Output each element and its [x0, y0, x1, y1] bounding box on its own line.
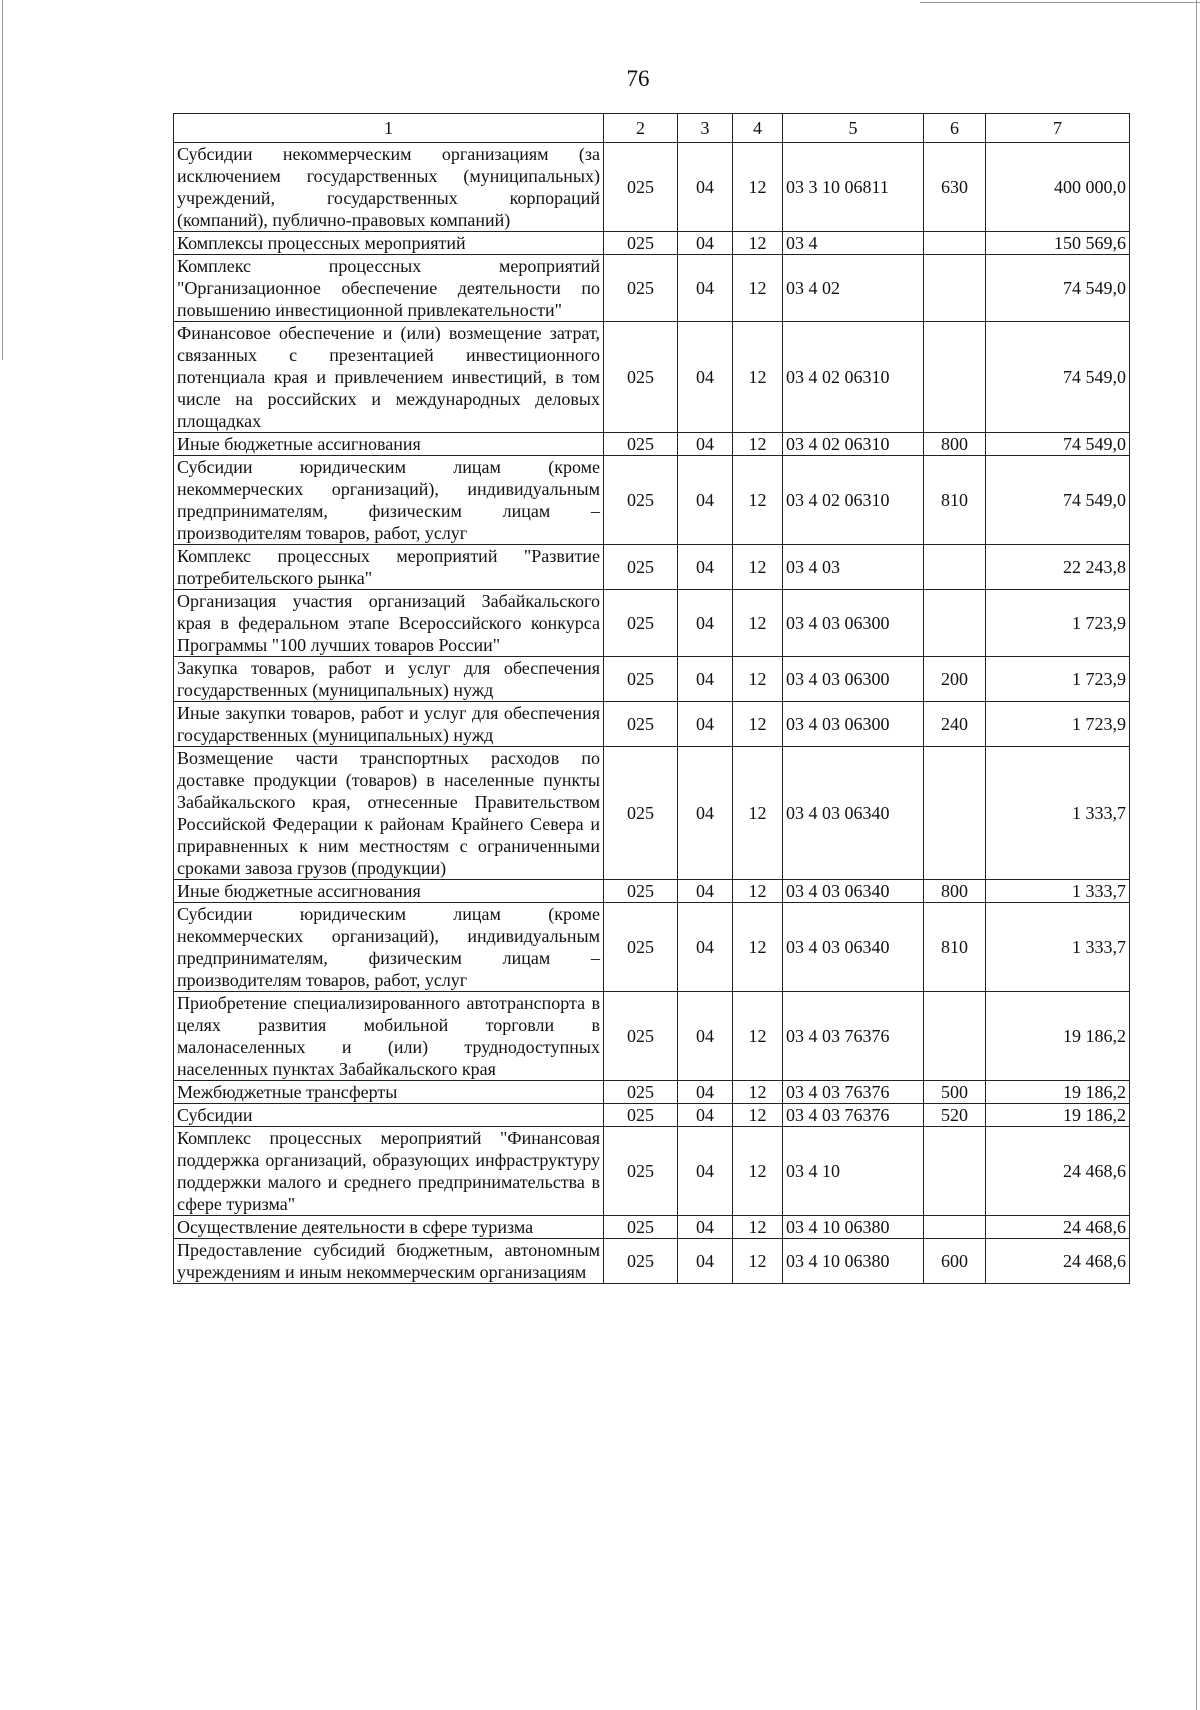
- budget-table: [173, 113, 1130, 1284]
- subsection-code: 12: [733, 456, 783, 545]
- expense-type-code: [924, 545, 986, 590]
- ministry-code: 025: [604, 657, 678, 702]
- item-name: Иные бюджетные ассигнования: [174, 433, 604, 456]
- table-row: [174, 747, 1130, 880]
- target-article-code: 03 4 10 06380: [783, 1216, 924, 1239]
- target-article-code: 03 4 10 06380: [783, 1239, 924, 1284]
- target-article-code: 03 4 03 06340: [783, 747, 924, 880]
- target-article-code: 03 4 02: [783, 255, 924, 322]
- subsection-code: 12: [733, 322, 783, 433]
- target-article-code: 03 4 10: [783, 1127, 924, 1216]
- ministry-code: 025: [604, 1081, 678, 1104]
- table-row: [174, 880, 1130, 903]
- item-name: Осуществление деятельности в сфере туризма: [174, 1216, 604, 1239]
- ministry-code: 025: [604, 747, 678, 880]
- subsection-code: 12: [733, 1104, 783, 1127]
- scan-edge-line-right: [1196, 0, 1197, 1710]
- subsection-code: 12: [733, 702, 783, 747]
- table-row: [174, 1216, 1130, 1239]
- section-code: 04: [678, 880, 733, 903]
- header-cell: 4: [733, 114, 783, 143]
- item-name: Возмещение части транспортных расходов по доставке продукции (товаров) в населенные пункты Забайкальского края, отнесенные Правительством Российской Федерации к районам Крайнего Севера и приравненных к ним местностям с ограниченными сроками завоза грузов (продукции): [174, 747, 604, 880]
- ministry-code: 025: [604, 1216, 678, 1239]
- subsection-code: 12: [733, 1216, 783, 1239]
- ministry-code: 025: [604, 590, 678, 657]
- subsection-code: 12: [733, 747, 783, 880]
- amount: 1 333,7: [986, 747, 1130, 880]
- target-article-code: 03 4 02 06310: [783, 322, 924, 433]
- amount: 22 243,8: [986, 545, 1130, 590]
- expense-type-code: 200: [924, 657, 986, 702]
- amount: 19 186,2: [986, 992, 1130, 1081]
- scan-edge-line-top: [920, 2, 1200, 3]
- table-row: [174, 903, 1130, 992]
- expense-type-code: [924, 992, 986, 1081]
- item-name: Комплекс процессных мероприятий "Развитие потребительского рынка": [174, 545, 604, 590]
- section-code: 04: [678, 232, 733, 255]
- item-name: Комплекс процессных мероприятий "Организационное обеспечение деятельности по повышению инвестиционной привлекательности": [174, 255, 604, 322]
- header-cell: 1: [174, 114, 604, 143]
- target-article-code: 03 4 03: [783, 545, 924, 590]
- table-row: [174, 1127, 1130, 1216]
- header-cell: 5: [783, 114, 924, 143]
- amount: 24 468,6: [986, 1216, 1130, 1239]
- amount: 24 468,6: [986, 1127, 1130, 1216]
- ministry-code: 025: [604, 1104, 678, 1127]
- expense-type-code: [924, 1216, 986, 1239]
- item-name: Иные бюджетные ассигнования: [174, 880, 604, 903]
- section-code: 04: [678, 545, 733, 590]
- table-row: [174, 255, 1130, 322]
- ministry-code: 025: [604, 992, 678, 1081]
- table-row: [174, 1239, 1130, 1284]
- subsection-code: 12: [733, 433, 783, 456]
- amount: 400 000,0: [986, 143, 1130, 232]
- table-row: [174, 232, 1130, 255]
- expense-type-code: [924, 590, 986, 657]
- subsection-code: 12: [733, 232, 783, 255]
- item-name: Приобретение специализированного автотранспорта в целях развития мобильной торговли в малонаселенных и (или) труднодоступных населенных пунктах Забайкальского края: [174, 992, 604, 1081]
- target-article-code: 03 4 03 06340: [783, 903, 924, 992]
- table-row: [174, 1104, 1130, 1127]
- target-article-code: 03 4 03 06300: [783, 590, 924, 657]
- section-code: 04: [678, 903, 733, 992]
- amount: 1 333,7: [986, 903, 1130, 992]
- table-row: [174, 456, 1130, 545]
- item-name: Иные закупки товаров, работ и услуг для обеспечения государственных (муниципальных) нужд: [174, 702, 604, 747]
- expense-type-code: [924, 255, 986, 322]
- item-name: Межбюджетные трансферты: [174, 1081, 604, 1104]
- subsection-code: 12: [733, 880, 783, 903]
- target-article-code: 03 4 02 06310: [783, 433, 924, 456]
- item-name: Субсидии: [174, 1104, 604, 1127]
- item-name: Комплекс процессных мероприятий "Финансовая поддержка организаций, образующих инфраструктуру поддержки малого и среднего предпринимательства в сфере туризма": [174, 1127, 604, 1216]
- ministry-code: 025: [604, 702, 678, 747]
- ministry-code: 025: [604, 880, 678, 903]
- amount: 74 549,0: [986, 433, 1130, 456]
- section-code: 04: [678, 1127, 733, 1216]
- table-row: [174, 702, 1130, 747]
- target-article-code: 03 4: [783, 232, 924, 255]
- section-code: 04: [678, 1239, 733, 1284]
- table-header-row: [174, 114, 1130, 143]
- table-row: [174, 657, 1130, 702]
- table-row: [174, 590, 1130, 657]
- subsection-code: 12: [733, 992, 783, 1081]
- item-name: Закупка товаров, работ и услуг для обеспечения государственных (муниципальных) нужд: [174, 657, 604, 702]
- section-code: 04: [678, 1104, 733, 1127]
- expense-type-code: 800: [924, 880, 986, 903]
- expense-type-code: 520: [924, 1104, 986, 1127]
- amount: 74 549,0: [986, 456, 1130, 545]
- subsection-code: 12: [733, 903, 783, 992]
- item-name: Финансовое обеспечение и (или) возмещение затрат, связанных с презентацией инвестиционного потенциала края и привлечением инвестиций, в том числе на российских и международных деловых площадках: [174, 322, 604, 433]
- section-code: 04: [678, 143, 733, 232]
- ministry-code: 025: [604, 545, 678, 590]
- ministry-code: 025: [604, 433, 678, 456]
- expense-type-code: 810: [924, 903, 986, 992]
- ministry-code: 025: [604, 322, 678, 433]
- expense-type-code: [924, 747, 986, 880]
- amount: 24 468,6: [986, 1239, 1130, 1284]
- section-code: 04: [678, 433, 733, 456]
- item-name: Предоставление субсидий бюджетным, автономным учреждениям и иным некоммерческим организациям: [174, 1239, 604, 1284]
- section-code: 04: [678, 1081, 733, 1104]
- section-code: 04: [678, 456, 733, 545]
- expense-type-code: 240: [924, 702, 986, 747]
- section-code: 04: [678, 1216, 733, 1239]
- section-code: 04: [678, 657, 733, 702]
- section-code: 04: [678, 702, 733, 747]
- expense-type-code: [924, 1127, 986, 1216]
- section-code: 04: [678, 255, 733, 322]
- subsection-code: 12: [733, 657, 783, 702]
- table-row: [174, 545, 1130, 590]
- amount: 74 549,0: [986, 322, 1130, 433]
- table-row: [174, 433, 1130, 456]
- page-number: 76: [626, 66, 650, 91]
- amount: 1 333,7: [986, 880, 1130, 903]
- expense-type-code: 810: [924, 456, 986, 545]
- section-code: 04: [678, 992, 733, 1081]
- subsection-code: 12: [733, 143, 783, 232]
- section-code: 04: [678, 590, 733, 657]
- amount: 19 186,2: [986, 1104, 1130, 1127]
- expense-type-code: [924, 232, 986, 255]
- amount: 150 569,6: [986, 232, 1130, 255]
- expense-type-code: [924, 322, 986, 433]
- header-cell: 2: [604, 114, 678, 143]
- target-article-code: 03 4 03 06300: [783, 657, 924, 702]
- section-code: 04: [678, 747, 733, 880]
- item-name: Субсидии юридическим лицам (кроме некоммерческих организаций), индивидуальным предпринимателям, физическим лицам – производителям товаров, работ, услуг: [174, 456, 604, 545]
- ministry-code: 025: [604, 232, 678, 255]
- target-article-code: 03 4 03 06300: [783, 702, 924, 747]
- target-article-code: 03 4 03 76376: [783, 1081, 924, 1104]
- table-row: [174, 992, 1130, 1081]
- subsection-code: 12: [733, 1127, 783, 1216]
- header-cell: 6: [924, 114, 986, 143]
- table-row: [174, 1081, 1130, 1104]
- target-article-code: 03 4 02 06310: [783, 456, 924, 545]
- amount: 1 723,9: [986, 657, 1130, 702]
- ministry-code: 025: [604, 903, 678, 992]
- amount: 1 723,9: [986, 702, 1130, 747]
- ministry-code: 025: [604, 255, 678, 322]
- subsection-code: 12: [733, 590, 783, 657]
- target-article-code: 03 4 03 76376: [783, 992, 924, 1081]
- item-name: Комплексы процессных мероприятий: [174, 232, 604, 255]
- expense-type-code: 800: [924, 433, 986, 456]
- item-name: Организация участия организаций Забайкальского края в федеральном этапе Всероссийского конкурса Программы "100 лучших товаров России": [174, 590, 604, 657]
- scan-edge-line-left: [2, 0, 3, 360]
- ministry-code: 025: [604, 1239, 678, 1284]
- expense-type-code: 600: [924, 1239, 986, 1284]
- amount: 1 723,9: [986, 590, 1130, 657]
- subsection-code: 12: [733, 1239, 783, 1284]
- target-article-code: 03 3 10 06811: [783, 143, 924, 232]
- expense-type-code: 630: [924, 143, 986, 232]
- target-article-code: 03 4 03 06340: [783, 880, 924, 903]
- table-body: [174, 143, 1130, 1284]
- header-cell: 7: [986, 114, 1130, 143]
- subsection-code: 12: [733, 1081, 783, 1104]
- amount: 74 549,0: [986, 255, 1130, 322]
- ministry-code: 025: [604, 1127, 678, 1216]
- ministry-code: 025: [604, 456, 678, 545]
- table-row: [174, 322, 1130, 433]
- amount: 19 186,2: [986, 1081, 1130, 1104]
- expense-type-code: 500: [924, 1081, 986, 1104]
- subsection-code: 12: [733, 545, 783, 590]
- item-name: Субсидии юридическим лицам (кроме некоммерческих организаций), индивидуальным предпринимателям, физическим лицам – производителям товаров, работ, услуг: [174, 903, 604, 992]
- item-name: Субсидии некоммерческим организациям (за исключением государственных (муниципальных) учреждений, государственных корпораций (компаний), публично-правовых компаний): [174, 143, 604, 232]
- ministry-code: 025: [604, 143, 678, 232]
- header-cell: 3: [678, 114, 733, 143]
- target-article-code: 03 4 03 76376: [783, 1104, 924, 1127]
- subsection-code: 12: [733, 255, 783, 322]
- section-code: 04: [678, 322, 733, 433]
- table-row: [174, 143, 1130, 232]
